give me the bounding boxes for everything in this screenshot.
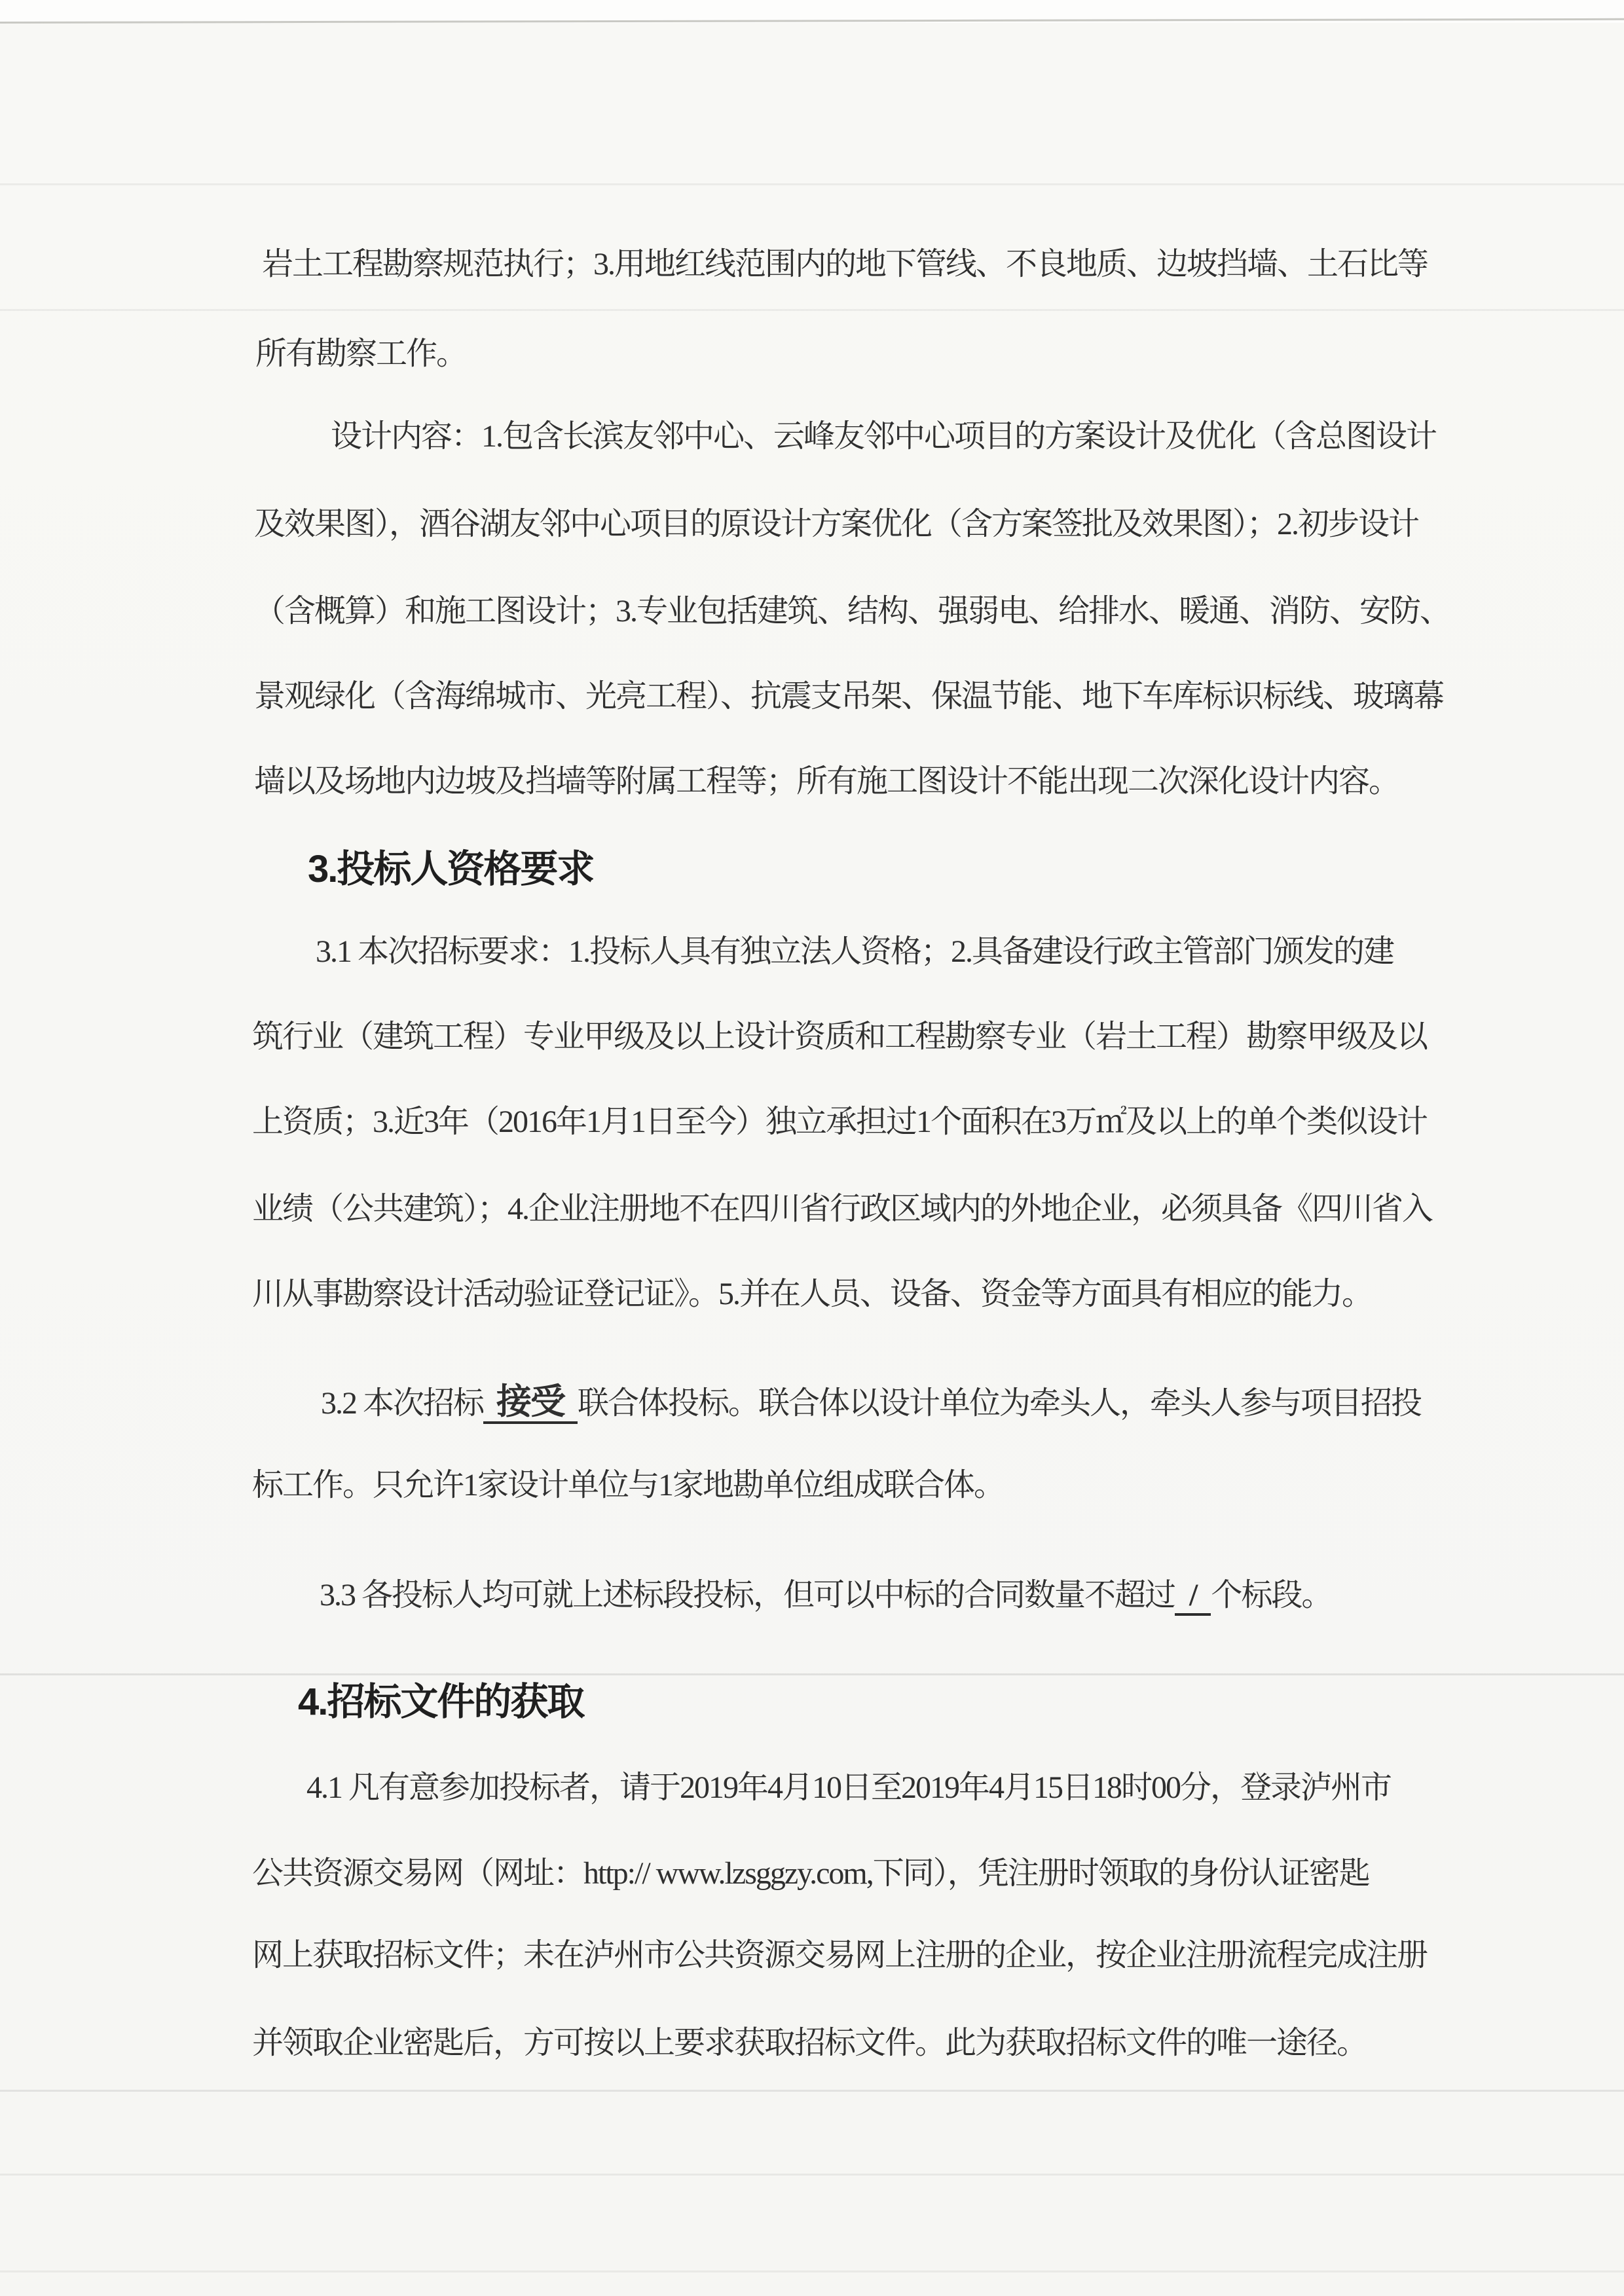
design-content-line-3: （含概算）和施工图设计；3.专业包括建筑、结构、强弱电、给排水、暖通、消防、安防、 — [254, 594, 1450, 629]
design-content-line-1: 设计内容：1.包含长滨友邻中心、云峰友邻中心项目的方案设计及优化（含总图设计 — [331, 419, 1437, 454]
scan-artifact-line — [0, 2174, 1624, 2176]
scan-artifact-line — [0, 2090, 1624, 2092]
clause-4-1-line-3: 网上获取招标文件；未在泸州市公共资源交易网上注册的企业，按企业注册流程完成注册 — [252, 1938, 1428, 1973]
clause-4-1-line-4: 并领取企业密匙后，方可按以上要求获取招标文件。此为获取招标文件的唯一途径。 — [252, 2026, 1367, 2060]
section-4-heading: 4.招标文件的获取 — [298, 1681, 584, 1723]
clause-3-1-line-5: 川从事勘察设计活动验证登记证》。5.并在人员、设备、资金等方面具有相应的能力。 — [252, 1277, 1373, 1311]
clause-3-2-line-2: 标工作。只允许1家设计单位与1家地勘单位组成联合体。 — [252, 1468, 1005, 1503]
clause-4-1-line-2: 公共资源交易网（网址：http:// www.lzsggzy.com,下同），凭注册时领取的身份认证密匙 — [252, 1856, 1369, 1891]
design-content-line-4: 景观绿化（含海绵城市、光亮工程）、抗震支吊架、保温节能、地下车库标识标线、玻璃幕 — [254, 679, 1444, 714]
clause-4-1-line-1: 4.1 凡有意参加投标者，请于2019年4月10日至2019年4月15日18时00分，登录泸州市 — [306, 1770, 1392, 1805]
accept-underlined-text: 接受 — [483, 1383, 578, 1424]
clause-3-2-post-text: 联合体投标。联合体以设计单位为牵头人，牵头人参与项目招投 — [578, 1386, 1422, 1421]
clause-3-2-pre-text: 3.2 本次招标 — [321, 1386, 484, 1421]
scan-artifact-line — [0, 2270, 1624, 2272]
scan-artifact-line — [0, 183, 1624, 185]
blank-slash-underlined: / — [1175, 1578, 1211, 1616]
survey-scope-line-2: 所有勘察工作。 — [255, 337, 467, 371]
clause-3-1-line-4: 业绩（公共建筑）；4.企业注册地不在四川省行政区域内的外地企业，必须具备《四川省入 — [252, 1192, 1433, 1226]
clause-3-3-line-1 — [320, 1576, 1331, 1616]
survey-scope-line-1: 岩土工程勘察规范执行；3.用地红线范围内的地下管线、不良地质、边坡挡墙、土石比等 — [262, 247, 1428, 282]
clause-3-3-pre-text: 3.3 各投标人均可就上述标段投标，但可以中标的合同数量不超过 — [320, 1578, 1175, 1613]
clause-3-1-line-1: 3.1 本次招标要求：1.投标人具有独立法人资格；2.具备建设行政主管部门颁发的建 — [316, 934, 1394, 969]
scan-artifact-line — [0, 309, 1624, 311]
clause-3-1-line-3: 上资质；3.近3年（2016年1月1日至今）独立承担过1个面积在3万㎡及以上的单个类似设计 — [252, 1104, 1428, 1139]
scan-artifact-line — [0, 1673, 1624, 1675]
design-content-line-2: 及效果图），酒谷湖友邻中心项目的原设计方案优化（含方案签批及效果图）；2.初步设计 — [254, 507, 1419, 541]
clause-3-1-line-2: 筑行业（建筑工程）专业甲级及以上设计资质和工程勘察专业（岩土工程）勘察甲级及以 — [252, 1019, 1428, 1054]
clause-3-3-post-text: 个标段。 — [1211, 1578, 1332, 1613]
design-content-line-5: 墙以及场地内边坡及挡墙等附属工程等；所有施工图设计不能出现二次深化设计内容。 — [254, 764, 1399, 799]
clause-3-2-line-1 — [321, 1383, 1421, 1424]
section-3-heading: 3.投标人资格要求 — [308, 848, 594, 890]
